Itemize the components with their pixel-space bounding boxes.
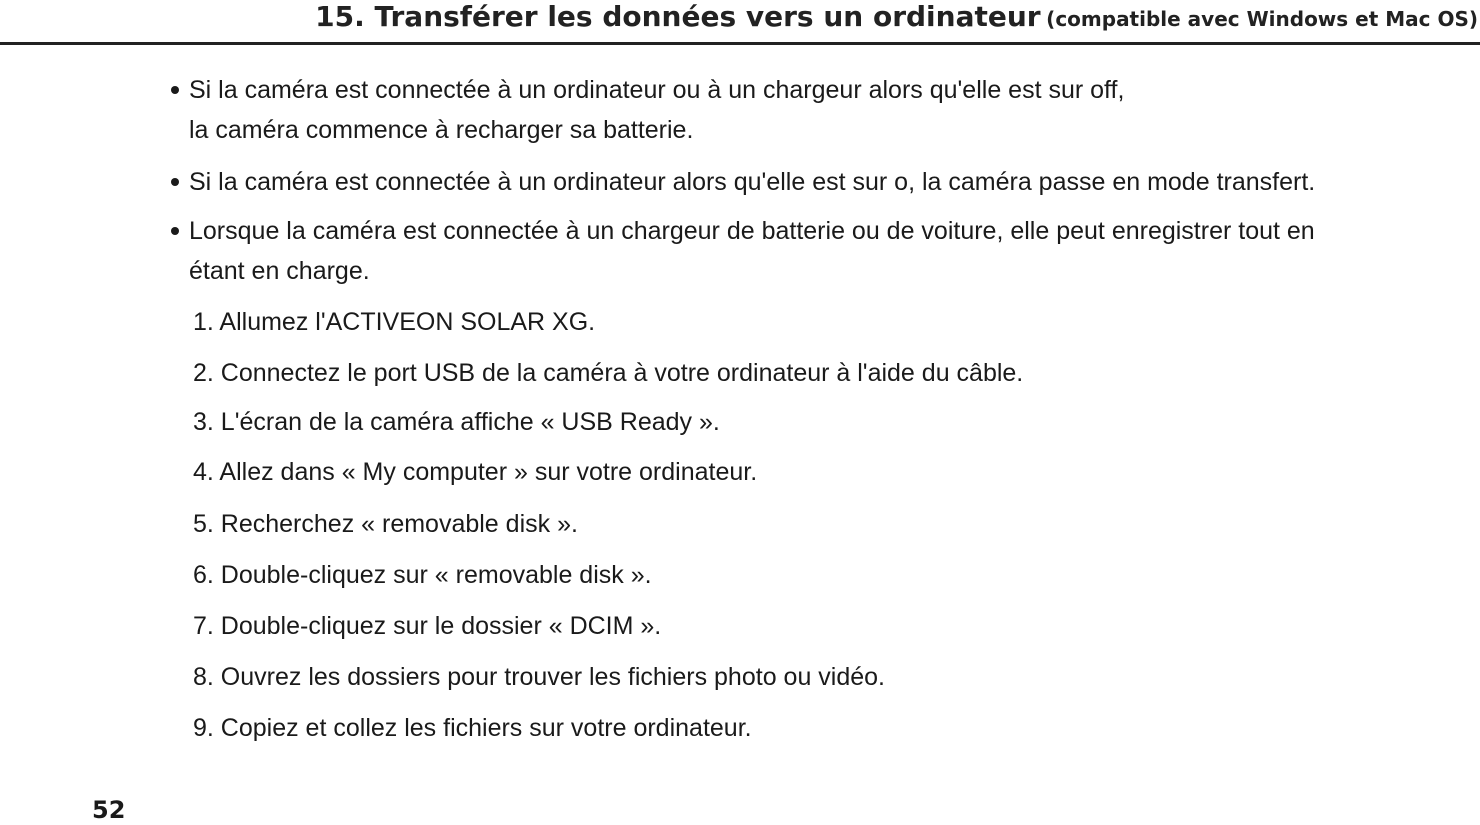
- bullet-dot: [171, 227, 179, 235]
- step-2: 2. Connectez le port USB de la caméra à votre ordinateur à l'aide du câble.: [193, 359, 1024, 387]
- bullet-2-line-1: Si la caméra est connectée à un ordinateur alors qu'elle est sur o, la caméra passe en mode transfert.: [189, 168, 1316, 196]
- page-number: 52: [92, 796, 126, 824]
- step-1: 1. Allumez l'ACTIVEON SOLAR XG.: [193, 308, 596, 336]
- bullet-1-line-1: Si la caméra est connectée à un ordinateur ou à un chargeur alors qu'elle est sur off,: [189, 76, 1125, 104]
- step-9: 9. Copiez et collez les fichiers sur votre ordinateur.: [193, 714, 752, 742]
- step-5: 5. Recherchez « removable disk ».: [193, 510, 578, 538]
- section-title-main: 15. Transférer les données vers un ordinateur: [315, 0, 1041, 33]
- step-6: 6. Double-cliquez sur « removable disk ».: [193, 561, 652, 589]
- section-title: [315, 0, 1478, 38]
- bullet-3-line-1: Lorsque la caméra est connectée à un chargeur de batterie ou de voiture, elle peut enregistrer tout en: [189, 217, 1315, 245]
- bullet-1-line-2: la caméra commence à recharger sa batterie.: [189, 116, 694, 144]
- bullet-dot: [171, 178, 179, 186]
- step-8: 8. Ouvrez les dossiers pour trouver les fichiers photo ou vidéo.: [193, 663, 886, 691]
- title-divider: [0, 42, 1480, 45]
- section-title-subtitle: (compatible avec Windows et Mac OS): [1046, 7, 1478, 31]
- step-4: 4. Allez dans « My computer » sur votre ordinateur.: [193, 458, 758, 486]
- step-7: 7. Double-cliquez sur le dossier « DCIM ».: [193, 612, 662, 640]
- bullet-dot: [171, 86, 179, 94]
- bullet-3-line-2: étant en charge.: [189, 257, 370, 285]
- step-3: 3. L'écran de la caméra affiche « USB Ready ».: [193, 408, 720, 436]
